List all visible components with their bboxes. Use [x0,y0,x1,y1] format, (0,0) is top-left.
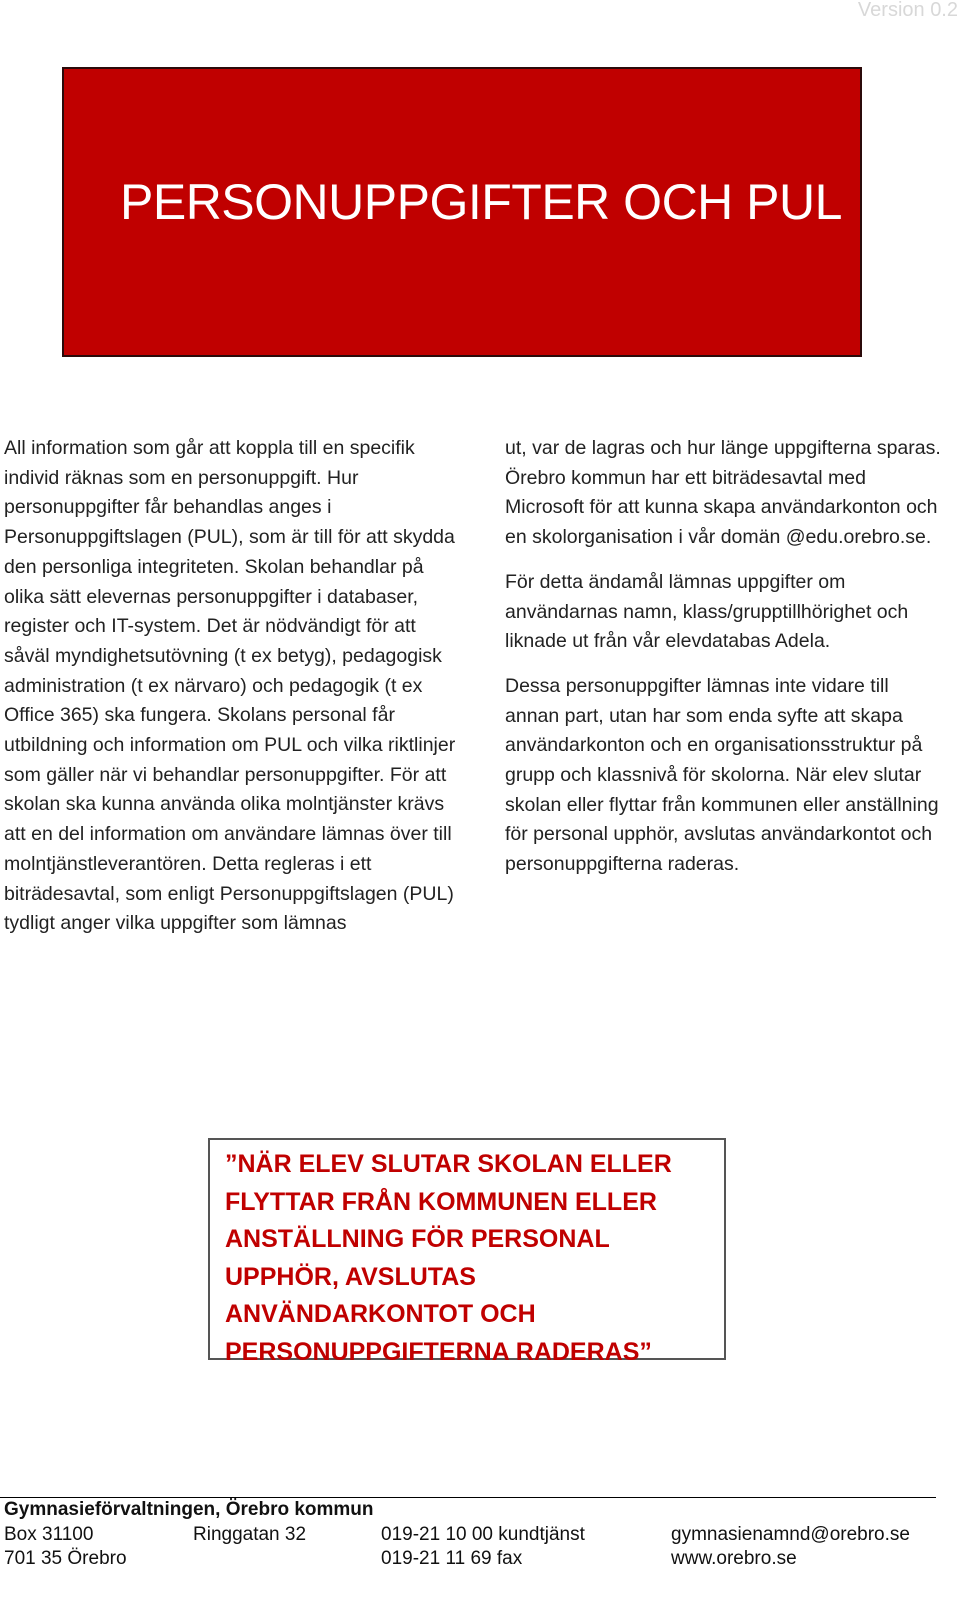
footer-web-link[interactable]: www.orebro.se [671,1548,797,1569]
article-paragraph: För detta ändamål lämnas uppgifter om användarnas namn, klass/grupptillhörighet och liknade ut från vår elevdatabas Adela. [505,570,909,653]
footer-street: Ringgatan 32 [193,1524,307,1545]
footer-postal: 701 35 Örebro [4,1548,127,1569]
pull-quote-text: ”NÄR ELEV SLUTAR SKOLAN ELLER FLYTTAR FRÅN KOMMUNEN ELLER ANSTÄLLNING FÖR PERSONAL UPPHÖR, AVSLUTAS ANVÄNDARKONTOT OCH PERSONUPPGIFTERNA RADERAS” [225,1150,672,1366]
page-title: PERSONUPPGIFTER OCH PUL [120,174,842,230]
article-paragraph: ut, var de lagras och hur länge uppgifterna sparas. Örebro kommun har ett biträdesavtal med Microsoft för att kunna skapa användarkonton och en skolorganisation i vår domän @edu.orebro.se. [505,437,941,549]
article-paragraph: Dessa personuppgifter lämnas inte vidare till annan part, utan har som enda syfte att skapa användarkonton och en organisationsstruktur på grupp och klassnivå för skolorna. När elev slutar skolan eller flyttar från kommunen eller anställning för personal upphör, avslutas användarkontot och personuppgifterna raderas. [505,674,939,876]
article-paragraph: All information som går att koppla till en specifik individ räknas som en personuppgift. Hur personuppgifter får behandlas anges i Personuppgiftslagen (PUL), som är till för att skydda den personliga integriteten. Skolan behandlar på olika sätt elevernas personuppgifter i databaser, register och IT-system. Det är nödvändigt för att såväl myndighetsutövning (t ex betyg), pedagogisk administration (t ex närvaro) och pedagogik (t ex Office 365) ska fungera. Skolans personal får utbildning och information om PUL och vilka riktlinjer som gäller när vi behandlar personuppgifter. För att skolan ska kunna använda olika molntjänster krävs att en del information om användare lämnas över till molntjänstleverantören. Detta regleras i ett biträdesavtal, som enligt Personuppgiftslagen (PUL) tydligt anger vilka uppgifter som lämnas [4,437,456,935]
version-label: Version 0.2 [857,0,958,21]
footer-organization: Gymnasieförvaltningen, Örebro kommun [4,1499,374,1520]
footer-phone: 019-21 10 00 kundtjänst [381,1524,585,1545]
article-column-left [4,434,459,939]
footer-box: Box 31100 [4,1524,94,1545]
article-column-right [505,434,945,880]
footer-fax: 019-21 11 69 fax [381,1548,523,1569]
footer-email-link[interactable]: gymnasienamnd@orebro.se [671,1524,910,1545]
